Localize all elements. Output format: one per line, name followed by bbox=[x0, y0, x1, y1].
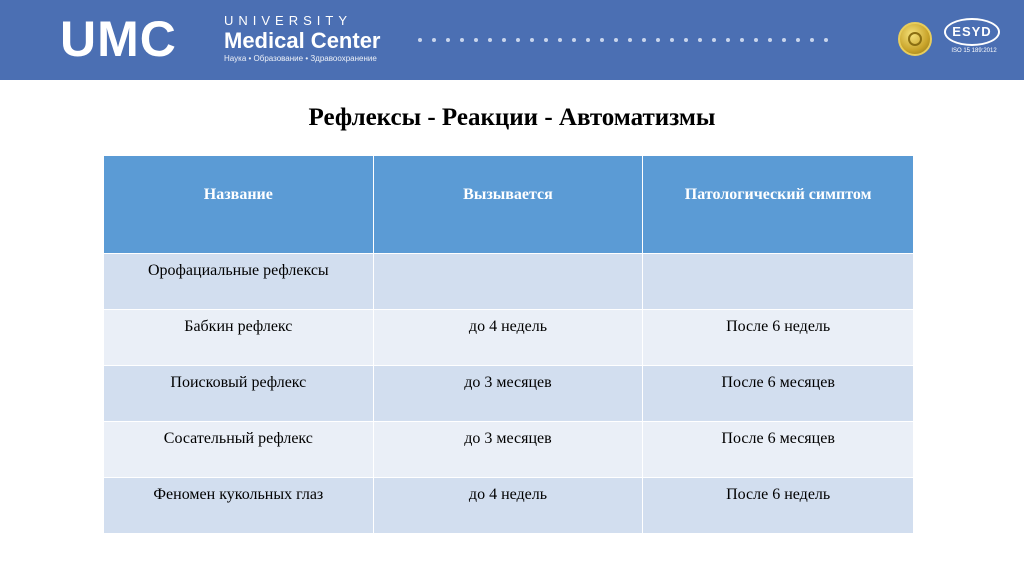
cell-name: Сосательный рефлекс bbox=[104, 421, 374, 477]
logo-text-block bbox=[224, 14, 381, 64]
table-row bbox=[104, 365, 914, 421]
table-row bbox=[104, 253, 914, 309]
table-row bbox=[104, 421, 914, 477]
table-header-row bbox=[104, 156, 914, 253]
cell-onset: до 4 недель bbox=[373, 477, 643, 533]
table-row bbox=[104, 309, 914, 365]
cell-symptom: После 6 месяцев bbox=[643, 421, 914, 477]
iso-certification-text: ISO 15 189:2012 bbox=[951, 48, 997, 54]
cell-symptom: После 6 недель bbox=[643, 309, 914, 365]
cell-onset: до 3 месяцев bbox=[373, 365, 643, 421]
cell-onset: до 3 месяцев bbox=[373, 421, 643, 477]
logo-university: UNIVERSITY bbox=[224, 13, 353, 28]
column-header-name: Название bbox=[104, 156, 374, 253]
cell-symptom: После 6 месяцев bbox=[643, 365, 914, 421]
cell-symptom: После 6 недель bbox=[643, 477, 914, 533]
cell-name: Поисковый рефлекс bbox=[104, 365, 374, 421]
column-header-symptom: Патологический симптом bbox=[643, 156, 914, 253]
decorative-dots bbox=[418, 36, 858, 44]
reflex-table bbox=[103, 156, 914, 534]
umc-logo-text: UMC bbox=[60, 11, 177, 67]
cell-onset bbox=[373, 253, 643, 309]
umc-logo bbox=[60, 12, 177, 66]
gold-seal-icon bbox=[898, 22, 932, 56]
logo-tagline: Наука • Образование • Здравоохранение bbox=[224, 54, 377, 63]
column-header-onset: Вызывается bbox=[373, 156, 643, 253]
table-row bbox=[104, 477, 914, 533]
cell-symptom bbox=[643, 253, 914, 309]
logo-medical-center: Medical Center bbox=[224, 28, 381, 53]
cell-name: Бабкин рефлекс bbox=[104, 309, 374, 365]
header-banner bbox=[0, 0, 1024, 80]
cell-name: Орофациальные рефлексы bbox=[104, 253, 374, 309]
cell-onset: до 4 недель bbox=[373, 309, 643, 365]
cell-name: Феномен кукольных глаз bbox=[104, 477, 374, 533]
esyd-certification-logo: ESYD bbox=[944, 18, 1000, 46]
slide-title: Рефлексы - Реакции - Автоматизмы bbox=[308, 104, 716, 131]
